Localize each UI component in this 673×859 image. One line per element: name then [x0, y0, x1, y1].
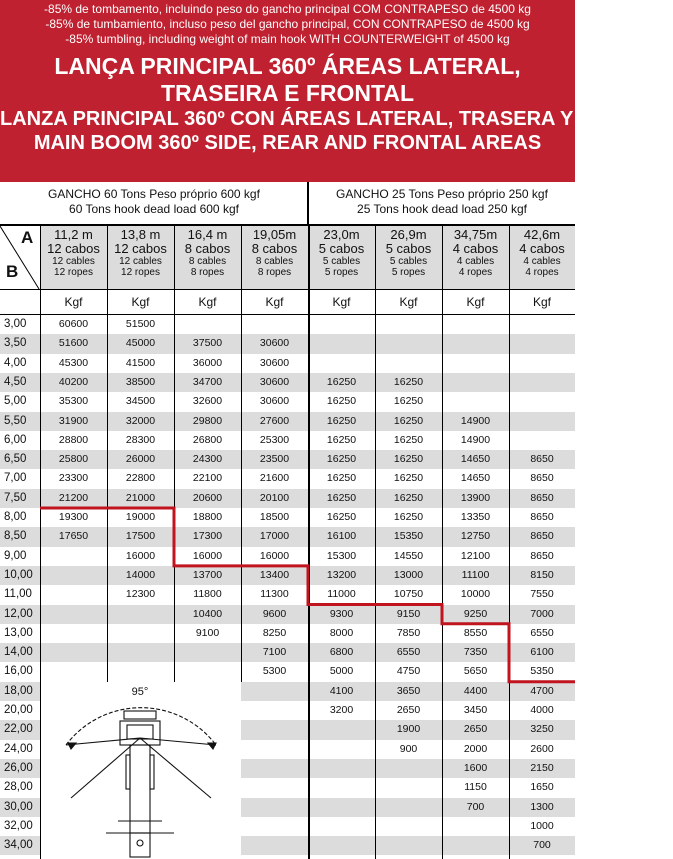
swing-area-diagram	[40, 683, 240, 859]
load-value: 32600	[192, 395, 223, 408]
load-value: 8650	[530, 491, 554, 504]
load-value: 1650	[530, 781, 554, 794]
load-value: 11800	[193, 588, 222, 601]
column-cabos: 8 cabos	[184, 241, 231, 256]
title-banner	[0, 0, 673, 182]
load-value: 5300	[262, 665, 287, 678]
radius-label: 6,00	[4, 433, 27, 446]
load-value: 16250	[393, 511, 424, 523]
load-value: 900	[399, 742, 418, 755]
load-value: 16250	[393, 433, 424, 446]
load-value: 6100	[530, 646, 554, 659]
load-value: 16250	[326, 511, 357, 523]
title-pt-line1: LANÇA PRINCIPAL 360º ÁREAS LATERAL,	[54, 53, 521, 79]
radius-label: 4,50	[4, 375, 27, 388]
load-value: 16250	[326, 414, 357, 427]
load-value: 15300	[326, 549, 357, 562]
unit-label: Kgf	[131, 295, 150, 309]
load-value: 16000	[192, 549, 223, 562]
load-value: 22100	[192, 472, 223, 485]
load-value: 19300	[58, 511, 89, 523]
load-value: 3250	[530, 723, 554, 736]
load-value: 21200	[58, 491, 89, 504]
load-value: 10000	[460, 588, 491, 601]
load-value: 13200	[326, 568, 357, 581]
radius-label: 7,00	[4, 472, 27, 485]
load-value: 16250	[326, 433, 357, 446]
radius-label: 20,00	[4, 704, 33, 716]
column-length: 42,6m	[523, 227, 561, 242]
radius-label: 5,00	[4, 395, 27, 408]
load-value: 1000	[530, 819, 554, 832]
load-value: 13400	[259, 568, 290, 581]
load-value: 8250	[262, 626, 287, 639]
load-value: 2650	[463, 723, 488, 736]
column-cables: 8 cables	[188, 256, 227, 267]
radius-label: 11,00	[4, 588, 32, 601]
load-value: 16250	[326, 491, 357, 504]
radius-label: 26,00	[4, 761, 33, 774]
load-value: 8150	[530, 568, 554, 581]
load-value: 28800	[58, 433, 89, 446]
column-length: 34,75m	[453, 227, 498, 242]
radius-label: 34,00	[4, 839, 33, 852]
load-value: 9300	[329, 607, 354, 620]
load-value: 13700	[192, 568, 223, 581]
radius-label: 8,00	[4, 511, 27, 523]
load-value: 30600	[259, 356, 290, 369]
load-value: 12750	[460, 530, 491, 543]
load-value: 14000	[125, 568, 156, 581]
load-value: 16250	[393, 395, 424, 408]
load-value: 2600	[530, 742, 554, 755]
column-ropes: 12 ropes	[121, 267, 160, 278]
load-value: 36000	[192, 356, 223, 369]
load-value: 17650	[58, 530, 89, 543]
radius-label: 14,00	[4, 646, 33, 659]
load-value: 20600	[192, 491, 223, 504]
load-value: 1600	[463, 761, 488, 774]
load-value: 14650	[460, 453, 491, 466]
load-value: 7000	[530, 607, 554, 620]
load-value: 16250	[393, 375, 424, 388]
load-value: 7550	[530, 588, 554, 601]
load-value: 8550	[463, 626, 488, 639]
load-value: 2650	[396, 704, 421, 716]
radius-label: 7,50	[4, 491, 27, 504]
title-en: MAIN BOOM 360º SIDE, REAR AND FRONTAL AREAS	[33, 132, 542, 154]
load-value: 34500	[125, 395, 156, 408]
radius-label: 6,50	[4, 453, 27, 466]
load-value: 18500	[259, 511, 290, 523]
load-value: 8650	[530, 472, 554, 485]
load-value: 3650	[396, 684, 421, 697]
column-length: 11,2 m	[54, 227, 93, 242]
load-value: 7850	[396, 626, 421, 639]
load-value: 9150	[396, 607, 421, 620]
hook-25t-header	[309, 182, 575, 224]
column-ropes: 8 ropes	[257, 267, 292, 278]
column-cabos: 8 cabos	[251, 241, 298, 256]
limit-polyline	[40, 508, 575, 682]
unit-label: Kgf	[265, 295, 284, 309]
load-value: 5000	[329, 665, 354, 678]
load-value: 37500	[192, 337, 223, 350]
unit-label: Kgf	[466, 295, 485, 309]
load-value: 13000	[393, 568, 424, 581]
column-ropes: 12 ropes	[54, 267, 93, 278]
radius-label: 8,50	[4, 530, 27, 543]
load-value: 22800	[125, 472, 156, 485]
swing-angle-label: 95°	[131, 686, 149, 698]
load-value: 11100	[461, 568, 490, 581]
load-value: 45000	[125, 337, 156, 350]
load-value: 8650	[530, 453, 554, 466]
load-value: 12300	[125, 588, 156, 601]
load-value: 34700	[192, 375, 223, 388]
load-value: 11000	[327, 588, 356, 601]
load-value: 3450	[463, 704, 488, 716]
load-value: 17500	[125, 530, 156, 543]
load-value: 9100	[195, 626, 220, 639]
load-value: 31900	[58, 414, 89, 427]
radius-label: 3,50	[4, 337, 27, 350]
load-value: 4750	[396, 665, 421, 678]
column-length: 23,0m	[323, 227, 360, 242]
load-value: 51600	[58, 337, 89, 350]
load-value: 8650	[530, 511, 554, 523]
load-value: 14550	[393, 549, 424, 562]
title-pt-line2: TRASEIRA E FRONTAL	[161, 80, 414, 106]
load-value: 41500	[125, 356, 156, 369]
column-cables: 12 cables	[119, 256, 162, 267]
load-value: 6550	[530, 626, 554, 639]
column-cables: 4 cables	[456, 256, 495, 267]
radius-label: 30,00	[4, 800, 33, 813]
tipping-note-es: -85% de tumbamiento, incluso peso del gancho principal, CON CONTRAPESO de 4500 kg	[45, 17, 530, 31]
load-value: 10750	[393, 588, 424, 601]
load-value: 11300	[260, 588, 289, 601]
radius-label: 13,00	[4, 626, 33, 639]
load-value: 26800	[192, 433, 223, 446]
unit-label: Kgf	[332, 295, 351, 309]
load-value: 6550	[396, 646, 421, 659]
column-ropes: 5 ropes	[391, 267, 426, 278]
column-cabos: 12 cabos	[114, 241, 167, 256]
radius-label: 5,50	[4, 414, 27, 427]
load-value: 14900	[460, 414, 491, 427]
load-value: 9250	[463, 607, 488, 620]
load-value: 8000	[329, 626, 354, 639]
radius-label: 9,00	[4, 549, 27, 562]
load-value: 60600	[58, 318, 89, 330]
radius-label: 24,00	[4, 742, 33, 755]
load-value: 16250	[393, 472, 424, 485]
title-es: LANZA PRINCIPAL 360º CON ÁREAS LATERAL, TRASERA Y FRONTAL	[0, 108, 673, 130]
radius-label: 28,00	[4, 781, 33, 794]
radius-label: 22,00	[4, 723, 33, 736]
column-length: 19,05m	[252, 227, 297, 242]
load-value: 16250	[326, 453, 357, 466]
load-value: 700	[466, 800, 485, 813]
column-cables: 5 cables	[322, 256, 361, 267]
column-cables: 5 cables	[389, 256, 428, 267]
load-value: 2000	[463, 742, 488, 755]
load-value: 1300	[530, 800, 554, 813]
load-value: 21000	[125, 491, 156, 504]
load-value: 7350	[463, 646, 488, 659]
load-value: 8650	[530, 549, 554, 562]
column-cabos: 4 cabos	[519, 241, 565, 256]
load-value: 3200	[329, 704, 354, 716]
load-value: 16000	[259, 549, 290, 562]
load-value: 13350	[460, 511, 491, 523]
hook-header	[0, 182, 575, 226]
load-value: 23500	[259, 453, 290, 466]
load-value: 16000	[125, 549, 156, 562]
column-cables: 8 cables	[255, 256, 294, 267]
radius-label: 10,00	[4, 568, 33, 581]
radius-label: 32,00	[4, 819, 33, 832]
column-cabos: 5 cabos	[385, 241, 432, 256]
load-value: 16100	[326, 530, 357, 543]
column-length: 26,9m	[390, 227, 427, 242]
tipping-note-en: -85% tumbling, including weight of main hook WITH COUNTERWEIGHT of 4500 kg	[65, 32, 510, 46]
load-value: 700	[533, 839, 551, 852]
load-value: 1150	[464, 781, 487, 794]
radius-label: 3,00	[4, 318, 27, 330]
load-value: 51500	[125, 318, 156, 330]
load-value: 7100	[262, 646, 287, 659]
load-value: 16250	[326, 472, 357, 485]
column-cabos: 4 cabos	[452, 241, 499, 256]
column-cables: 4 cables	[523, 256, 561, 267]
load-value: 25800	[58, 453, 89, 466]
load-value: 35300	[58, 395, 89, 408]
unit-label: Kgf	[532, 295, 551, 309]
column-cabos: 12 cabos	[47, 241, 100, 256]
radius-label: 18,00	[4, 684, 33, 697]
load-value: 17000	[259, 530, 290, 543]
tipping-note-pt: -85% de tombamento, incluindo peso do gancho principal COM CONTRAPESO de 4500 kg	[44, 2, 531, 16]
load-value: 17300	[192, 530, 223, 543]
load-value: 4000	[530, 704, 554, 716]
load-value: 4700	[530, 684, 554, 697]
corner-label-b: B	[6, 262, 19, 281]
load-value: 10400	[192, 607, 223, 620]
load-value: 14900	[460, 433, 491, 446]
load-value: 5650	[463, 665, 488, 678]
corner-label-a: A	[21, 228, 34, 247]
load-value: 16250	[393, 491, 424, 504]
unit-label: Kgf	[64, 295, 83, 309]
hook-60t-line2: 60 Tons hook dead load 600 kgf	[69, 202, 239, 216]
load-value: 25300	[259, 433, 290, 446]
load-value: 16250	[326, 395, 357, 408]
hook-60t-line1: GANCHO 60 Tons Peso próprio 600 kgf	[48, 187, 260, 201]
radius-label: 12,00	[4, 607, 33, 620]
load-value: 5350	[530, 665, 554, 678]
load-value: 16250	[326, 375, 357, 388]
load-value: 2150	[530, 761, 554, 774]
load-value: 30600	[259, 395, 290, 408]
column-ropes: 5 ropes	[324, 267, 359, 278]
column-cables: 12 cables	[52, 256, 95, 267]
column-ropes: 8 ropes	[190, 267, 225, 278]
load-value: 40200	[58, 375, 89, 388]
load-value: 9600	[262, 607, 287, 620]
unit-label: Kgf	[399, 295, 418, 309]
hook-25t-line1: GANCHO 25 Tons Peso próprio 250 kgf	[336, 187, 548, 201]
load-value: 30600	[259, 337, 290, 350]
load-value: 16250	[393, 414, 424, 427]
load-value: 6800	[329, 646, 354, 659]
load-value: 38500	[125, 375, 156, 388]
load-value: 19000	[125, 511, 156, 523]
load-value: 8650	[530, 530, 554, 543]
hook-60t-header	[0, 182, 308, 224]
load-value: 30600	[259, 375, 290, 388]
load-value: 14650	[460, 472, 491, 485]
load-value: 32000	[125, 414, 156, 427]
load-value: 13900	[460, 491, 491, 504]
unit-label: Kgf	[198, 295, 217, 309]
load-value: 18800	[192, 511, 223, 523]
load-value: 21600	[259, 472, 290, 485]
load-value: 16250	[393, 453, 424, 466]
load-value: 15350	[393, 530, 424, 543]
load-value: 24300	[192, 453, 223, 466]
load-value: 45300	[58, 356, 89, 369]
load-value: 27600	[259, 414, 290, 427]
radius-label: 16,00	[4, 665, 33, 678]
column-ropes: 4 ropes	[525, 267, 559, 278]
column-cabos: 5 cabos	[318, 241, 365, 256]
load-value: 26000	[125, 453, 156, 466]
load-value: 28300	[125, 433, 156, 446]
column-ropes: 4 ropes	[458, 267, 493, 278]
load-value: 20100	[259, 491, 290, 504]
load-value: 1900	[396, 723, 421, 736]
column-length: 16,4 m	[187, 227, 228, 242]
hook-25t-line2: 25 Tons hook dead load 250 kgf	[357, 202, 527, 216]
load-value: 23300	[58, 472, 89, 485]
load-value: 4400	[463, 684, 488, 697]
column-length: 13,8 m	[120, 227, 161, 242]
load-value: 12100	[460, 549, 491, 562]
load-value: 29800	[192, 414, 223, 427]
load-value: 4100	[329, 684, 354, 697]
radius-label: 4,00	[4, 356, 27, 369]
